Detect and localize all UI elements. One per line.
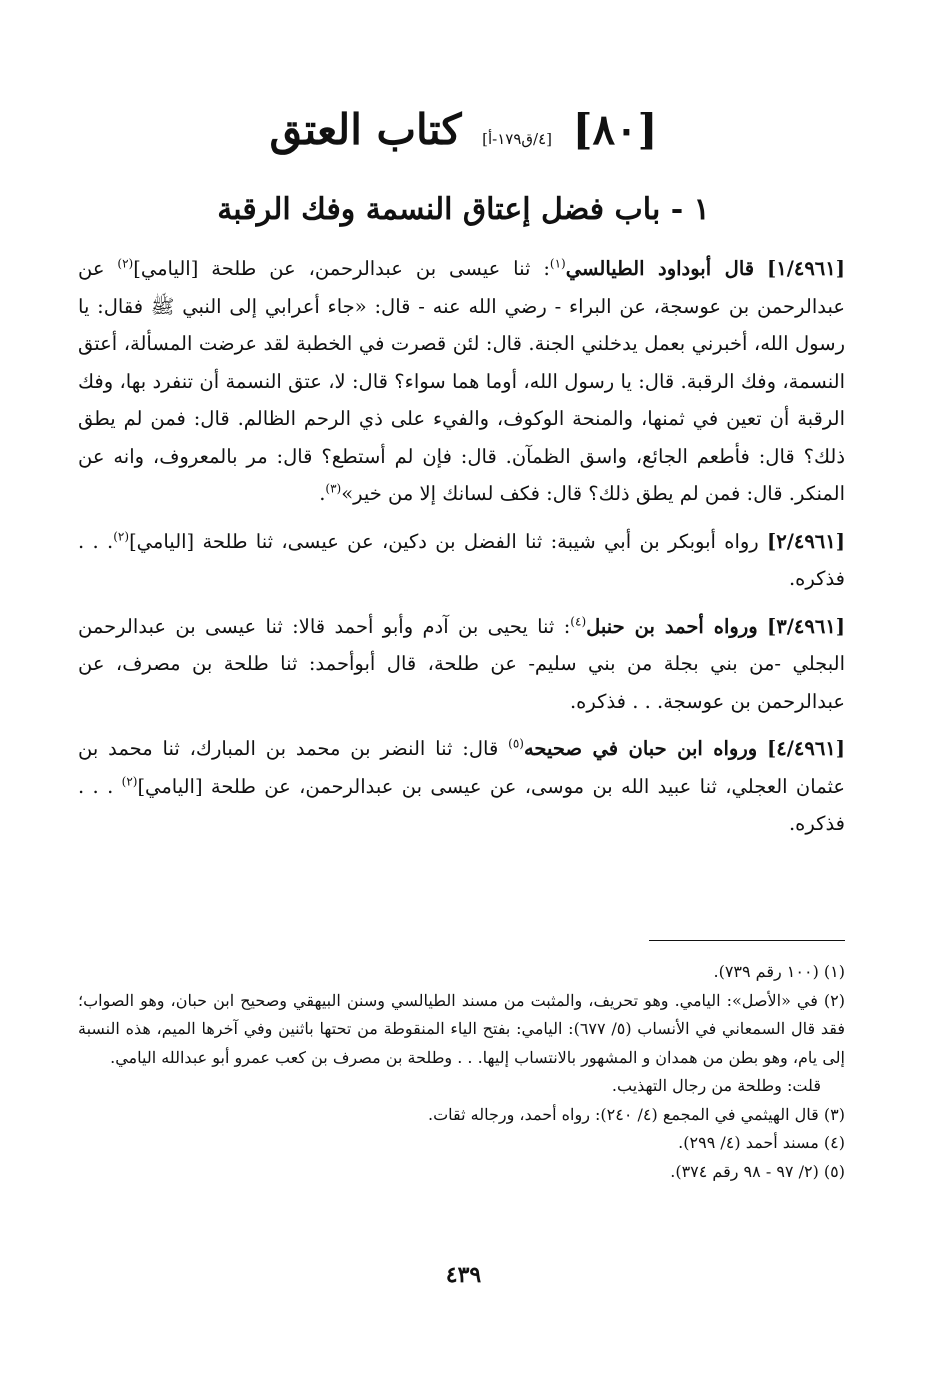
narration-lead: ورواه أحمد بن حنبل	[586, 614, 758, 638]
footnote-marker: (٤)	[570, 614, 587, 628]
narration-text: قال: ثنا النضر بن محمد بن المبارك، ثنا محمد بن عثمان العجلي، ثنا عبيد الله بن موسى، عن عيسى بن عبدالرحمن، عن طلحة [اليامي]	[78, 737, 845, 798]
page-number: ٤٣٩	[445, 1262, 482, 1288]
narration-text: : ثنا عيسى بن عبدالرحمن، عن طلحة [اليامي]	[133, 257, 550, 280]
narration-ref: [٣/٤٩٦١]	[767, 614, 846, 638]
footnote-marker: (٥)	[508, 736, 524, 751]
narration-paragraph	[78, 730, 845, 843]
narration-text: . . . فذكره.	[78, 529, 845, 590]
narration-lead: قال أبوداود الطيالسي	[565, 257, 755, 280]
footnote-separator	[649, 940, 845, 941]
footnote: (١) (١٠٠ رقم ٧٣٩).	[713, 962, 845, 981]
footnote-marker: (٣)	[325, 481, 342, 496]
narration-ref: [١/٤٩٦١]	[767, 257, 845, 280]
footnote: (٢) في «الأصل»: اليامي. وهو تحريف، والمثبت من مسند الطيالسي وسنن البيهقي وصحيح ابن حبان، وهو الصواب؛ فقد قال السمعاني في الأنساب (٥/ ٦٧٧): اليامي: بفتح الياء المنقوطة من تحتها باثنين وفي آخرها الميم، هذه النسبة إلى يام، وهو بطن من همدان و المشهور بالانتساب إليها. . . وطلحة بن مصرف بن كعب عمرو أبو عبدالله اليامي.	[78, 990, 845, 1067]
narration-paragraph	[78, 250, 845, 513]
narration-paragraph	[78, 523, 845, 598]
footnote: (٣) قال الهيثمي في المجمع (٤/ ٢٤٠): رواه أحمد، ورجاله ثقات.	[427, 1104, 845, 1124]
manuscript-reference: [٤/ق١٧٩-أ]	[482, 130, 553, 148]
chapter-title: ١ - باب فضل إعتاق النسمة وفك الرقبة	[217, 192, 710, 227]
narration-ref: [٢/٤٩٦١]	[767, 529, 845, 553]
footnote-marker: (٢)	[121, 774, 138, 788]
footnote-marker: (٢)	[117, 256, 134, 271]
book-heading	[0, 100, 927, 169]
narration-text: : ثنا يحيى بن آدم وأبو أحمد قالا: ثنا عيسى بن عبدالرحمن البجلي -من بني بجلة من بني سليم- عن طلحة، قال أبوأحمد: ثنا طلحة بن مصرف، عن عبدالرحمن بن عوسجة. . . فذكره.	[78, 614, 845, 713]
footnotes	[78, 958, 845, 1186]
narration-text: . . . فذكره.	[78, 774, 845, 835]
book-title: كتاب العتق	[269, 105, 462, 154]
narration-paragraph	[78, 608, 845, 721]
narration-ref: [٤/٤٩٦١]	[767, 737, 846, 760]
book-number: [٨٠]	[572, 105, 658, 154]
narration-lead: ورواه ابن حبان في صحيحه	[523, 737, 758, 760]
footnote-marker: (٢)	[113, 529, 130, 543]
footnote: (٤) مسند أحمد (٤/ ٢٩٩).	[678, 1133, 845, 1152]
narration-text: .	[319, 482, 326, 505]
footnote-marker: (١)	[549, 256, 566, 271]
narration-text: عن عبدالرحمن بن عوسجة، عن البراء - رضي الله عنه - قال: «جاء أعرابي إلى النبي ﷺ فقال: يا رسول الله، أخبرني بعمل يدخلني الجنة. قال: لئن قصرت في الخطبة لقد عرضت المسألة، أعتق النسمة، وفك الرقبة. قال: يا رسول الله، أوما هما سواء؟ قال: لا، عتق النسمة أن تنفرد بها، وفك الرقبة أن تعين في ثمنها، والمنحة الوكوف، والفيء على ذي الرحم الظالم. قال: فمن لم يطق ذلك؟ قال: فأطعم الجائع، واسق الظمآن. قال: فإن لم أستطع؟ قال: مر بالمعروف، وانه عن المنكر. قال: فمن لم يطق ذلك؟ قال: فكف لسانك إلا من خير»	[78, 257, 845, 505]
narration-text: رواه أبوبكر بن أبي شيبة: ثنا الفضل بن دكين، عن عيسى، ثنا طلحة [اليامي]	[129, 529, 768, 553]
main-text	[78, 250, 845, 853]
footnote: (٥) (٢/ ٩٧ - ٩٨ رقم ٣٧٤).	[670, 1161, 845, 1181]
footnote-comment: قلت: وطلحة من رجال التهذيب.	[611, 1076, 821, 1095]
